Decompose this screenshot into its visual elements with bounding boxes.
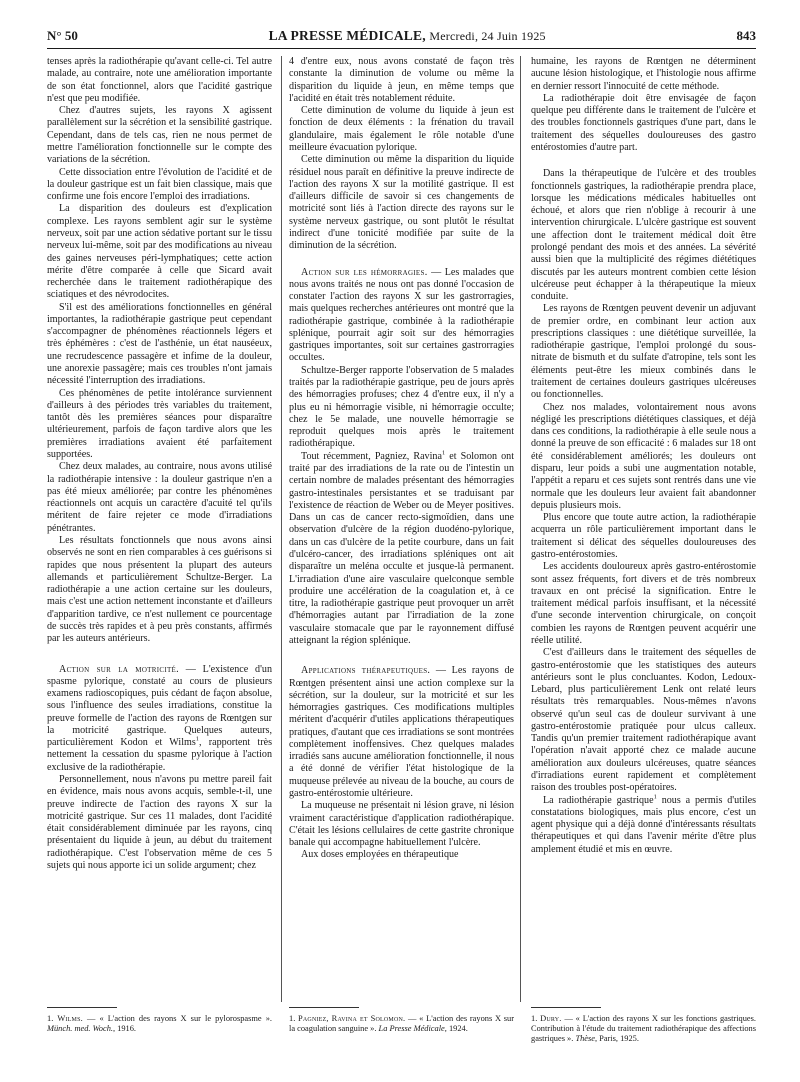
- paragraph: La muqueuse ne présentait ni lésion grave, ni lésion vraiment caractéristique d'application radiothérapique. C'était les lésions cellulaires de cette gastrite chronique banale qui accompagne habituellement l'ulcère.: [289, 800, 514, 849]
- paragraph: La disparition des douleurs est d'explication complexe. Les rayons semblent agir sur le système nerveux, soit par une action sédative portant sur le tissu nerveux lui-même, soit par des modifications au niveau des gaines nerveuses péri-lymphatiques; cette action mérite d'être comparée à celle que Sicard avait recherchée dans le traitement radiothérapique des sciatiques et des névrodocites.: [47, 203, 272, 301]
- footnote-number: 1.: [531, 1014, 538, 1023]
- journal-name: LA PRESSE MÉDICALE,: [268, 28, 426, 43]
- section-heading-applications: Applications thérapeutiques.: [301, 665, 431, 677]
- footnote-col2: [289, 1007, 514, 1034]
- footnote-text: — « L'action des rayons X sur les fonctions gastriques. Contribution à l'étude du traitement radiothérapique des affections gastriques ».: [531, 1014, 756, 1043]
- paragraph: Cette dissociation entre l'évolution de l'acidité et de la douleur gastrique est un fait bien classique, mais que confirme une fois encore l'emploi des irradiations.: [47, 166, 272, 203]
- paragraph: C'est d'ailleurs dans le traitement des séquelles de gastro-entérostomie que les statistiques des auteurs antérieurs sont le plus concluantes. Kodon, Ledoux-Lebard, plus particulièrement Lenk ont relaté leurs résultats très remarquables. Nous-mêmes n'avons observé qu'un seul cas de douleur survivant à une gastro-entérostomie pratiquée pour ulcus calleux. Tandis qu'un premier traitement radiothérapique avant l'opération n'avait apporté chez ce malade aucune amélioration aux douleurs ulcéreuses, quatre séances d'irradiations eurent rapidement et complètement raison des troubles post-opératoires.: [531, 647, 756, 794]
- issue-number: N° 50: [47, 28, 78, 43]
- footnote-rule: [531, 1007, 601, 1008]
- section-gap: [289, 253, 514, 267]
- section-heading-motricite: Action sur la motricité.: [59, 663, 179, 675]
- section-gap: [531, 154, 756, 168]
- paragraph: [531, 795, 756, 856]
- footnote-number: 1.: [47, 1014, 54, 1023]
- paragraph: Schultze-Berger rapporte l'observation de 5 malades traités par la radiothérapie gastrique, peu de jours après des hémorragies profuses; chez 4 d'entre eux, il n'y a plus eu ni hémorragie visible, ni hémorragie occulte; chez le 5e malade, une nouvelle hémorragie se reproduit quelques mois après le traitement radiothérapique.: [289, 364, 514, 450]
- paragraph: Chez nos malades, volontairement nous avons négligé les prescriptions diététiques classiques, et déjà dans ces conditions, la radiothérapie à elle seule nous a donné la preuve de son efficacité : 6 malades sur 18 ont été considérablement améliorés; les douleurs ont disparu, leur poids a subi une augmentation notable, l'appétit a reparu et ces sujets sont rentrés dans une vie normale que les douleurs leur avaient fait abandonner depuis plusieurs mois.: [531, 401, 756, 511]
- footnote-author: Dury.: [540, 1014, 562, 1023]
- section-lead-text: — L'existence d'un spasme pylorique, constaté au cours de plusieurs examens radioscopiques, puis cédant de façon absolue, sous l'influence des seules irradiations, constitue la preuve formelle de l'action des rayons de Rœntgen sur la motricité gastrique. Quelques auteurs, particulièrement Kodon et Wilms: [47, 663, 272, 749]
- paragraph: Cette diminution de volume du liquide à jeun est fonction de deux éléments : la frénation du travail glandulaire, mais également le rôle notable d'une meilleure évacuation pylorique.: [289, 105, 514, 153]
- running-header: [47, 28, 756, 44]
- section-applications: [289, 665, 514, 800]
- section-heading-hemorragies: Action sur les hémorragies.: [301, 266, 428, 278]
- journal-title: [269, 28, 546, 44]
- issue-date: Mercredi, 24 Juin 1925: [429, 29, 546, 43]
- footnote-source: La Presse Médicale: [378, 1024, 445, 1033]
- article-columns: [47, 56, 756, 1056]
- column-3: [531, 56, 756, 1056]
- paragraph: La radiothérapie doit être envisagée de façon quelque peu différente dans le traitement de l'ulcère et des troubles fonctionnels gastriques d'une part, dans le traitement des séquelles douloureuses des gastro entérostomies d'autre part.: [531, 92, 756, 153]
- column-1: [47, 56, 272, 1056]
- paragraph: 4 d'entre eux, nous avons constaté de façon très constante la diminution de volume ou même la disparition du liquide à jeun, en même temps que l'acidité en était très notablement réduite.: [289, 56, 514, 104]
- paragraph: tenses après la radiothérapie qu'avant celle-ci. Tel autre malade, au contraire, note une amélioration importante de son état fonctionnel, alors que l'acidité gastrique n'est que peu modifiée.: [47, 56, 272, 104]
- paragraph-text: nous a permis d'utiles constatations biologiques, mais plus encore, c'est un agent physique qui a déjà donné d'intéressants résultats thérapeutiques et qui dans l'avenir mérite d'être plus amplement étudié et mis en œuvre.: [531, 794, 756, 855]
- footnote-source: Thèse: [575, 1034, 595, 1043]
- paragraph: [289, 451, 514, 648]
- column-2: [289, 56, 514, 1056]
- footnote-ref: 1: [653, 793, 657, 801]
- footnote-ref: 1: [195, 735, 200, 743]
- footnote-year: , Paris, 1925.: [594, 1034, 639, 1043]
- paragraph: Chez d'autres sujets, les rayons X agissent parallèlement sur la sécrétion et la sensibilité gastrique. Cependant, dans de tels cas, rien ne nous permet de mettre l'amélioration fonctionnelle sur le compte des variations de la sécrétion.: [47, 105, 272, 166]
- section-lead-text: — Les rayons de Rœntgen présentent ainsi une action complexe sur la sécrétion, sur la douleur, sur la motricité et sur les hémorragies gastriques. Ces modifications multiples méritent d'acquérir d'utiles applications thérapeutiques pratiques, d'autant que ces irradiations se sont montrées complètement inoffensives. Chez quelques malades irradiés sans aucune amélioration fonctionnelle, il nous a été donné de vérifier l'état histologique de la muqueuse prélevée au niveau de la bouche, au cours de gastro-entérostomie ultérieure.: [289, 665, 514, 800]
- section-hemorragies: [289, 267, 514, 365]
- footnote-author: Wilms.: [57, 1014, 83, 1023]
- paragraph: Personnellement, nous n'avons pu mettre pareil fait en évidence, mais nous avons acquis, semble-t-il, une preuve indirecte de l'action des rayons X sur la motricité gastrique. Sur ces 11 malades, dont l'acidité était considérablement diminuée par les rayons, cinq présentaient du liquide à jeun, au début du traitement radiothérapique. C'est l'observation même de ces 5 sujets qui nous apporte ici un solide argument; chez: [47, 774, 272, 871]
- footnote-ref: 1: [441, 449, 446, 457]
- paragraph-text: et Solomon ont traité par des irradiations de la rate ou de l'intestin un certain nombre de malades présentant des hémorragies gastro-intestinales persistantes et se traduisant par l'existence de réaction de Weber ou de Meyer positives. Dans un cas de cancer recto-sigmoïdien, dans une observation d'ulcère de la région duodéno-pylorique, dans un cas d'ulcère de la petite courbure, dans un fait d'ulcéro-cancer, des irradiations spléniques ont ait disparaître un meléna occulte et jusque-là permanent. L'irradiation d'une aire vasculaire quelconque semble produire une accélération de la coagulation et, à ce titre, la radiothérapie gastrique peut provoquer un arrêt d'hémorragies autant par l'irradiation de la zone vasculaire stomacale que par le rayonnement diffusé atteignant la région splénique.: [289, 450, 514, 646]
- footnote-text: — « L'action des rayons X sur le pylorospasme ».: [82, 1014, 273, 1023]
- footnote-rule: [47, 1007, 117, 1008]
- paragraph: Les rayons de Rœntgen peuvent devenir un adjuvant de premier ordre, en combinant leur action aux prescriptions classiques : une diététique surveillée, la radiothérapie gastrique, l'emploi prolongé du sous-nitrate de bismuth et du sulfate d'atropine, tels sont les éléments peut-être les mieux combinés dans le traitement de certaines douleurs gastriques ulcéreuses ou fonctionnelles.: [531, 303, 756, 401]
- footnote-author: Pagniez, Ravina et Solomon.: [298, 1014, 406, 1023]
- paragraph: Chez deux malades, au contraire, nous avons utilisé la radiothérapie intensive : la douleur gastrique n'en a pas été mieux améliorée; par contre les phénomènes réactionnels ont acquis un caractère d'acuité tel qu'ils méritent de faire rejeter ce mode d'irradiations pénétrantes.: [47, 461, 272, 534]
- paragraph: S'il est des améliorations fonctionnelles en général importantes, la radiothérapie gastrique peut cependant s'accompagner de phénomènes réactionnels légers et très éphémères : c'est de l'asthénie, un état nauséeux, une recrudescence passagère et infime de la douleur, une anorexie passagère; mais ces troubles n'ont jamais nécessité l'interruption des irradiations.: [47, 301, 272, 387]
- paragraph-text: La radiothérapie gastrique: [543, 794, 654, 806]
- paragraph: Les accidents douloureux après gastro-entérostomie sont assez fréquents, fort divers et de très nombreux travaux en ont précisé la signification. Entre le traitement médical parfois insuffisant, et la nécessité d'une seconde intervention chirurgicale, on conçoit combien les rayons de Rœntgen peuvent acquérir une réelle utilité.: [531, 561, 756, 646]
- paragraph: Aux doses employées en thérapeutique: [301, 849, 459, 861]
- header-rule: [47, 48, 756, 49]
- section-motricite: [47, 664, 272, 775]
- footnote-number: 1.: [289, 1014, 296, 1023]
- footnote-year: , 1924.: [444, 1024, 468, 1033]
- section-gap: [289, 647, 514, 665]
- footnote-year: , 1916.: [112, 1024, 137, 1033]
- footnote-rule: [289, 1007, 359, 1008]
- paragraph-text: Tout récemment, Pagniez, Ravina: [301, 450, 442, 462]
- section-lead-text: — Les malades que nous avons traités ne nous ont pas donné l'occasion de constater l'action des rayons X sur les gastrorragies, mais quelques recherches antérieures ont montré que la radiothérapie gastrique, combinée à la radiothérapie splénique, pourrait agir soit sur des hémorragies gastriques importantes, soit sur certaines gastrorragies occultes.: [289, 266, 514, 364]
- paragraph: Cette diminution ou même la disparition du liquide résiduel nous paraît en définitive la preuve indirecte de l'action des rayons X sur la motilité gastrique. Il est d'ailleurs difficile de savoir si ces changements de motricité sont liés à l'action directe des rayons sur le système nerveux gastrique, ou sont plutôt le résultat indirect d'une tonicité modifiée par suite de la diminution de la sécrétion.: [289, 154, 514, 252]
- section-lead-tail: , rapportent très nettement la cessation du spasme pylorique à l'action exclusive de la radiothérapie.: [47, 737, 273, 773]
- section-gap: [47, 646, 272, 664]
- footnote-source: Münch. med. Woch.: [47, 1024, 113, 1033]
- paragraph: humaine, les rayons de Rœntgen ne déterminent aucune lésion histologique, et l'histologie nous affirme en dernier ressort l'innocuité de cette méthode.: [531, 56, 756, 92]
- paragraph: Ces phénomènes de petite intolérance surviennent d'ailleurs à des périodes très variables du traitement, tantôt dès les premières séances pour disparaître ultérieurement, parfois de façon tardive alors que les premières irradiations avaient été parfaitement supportées.: [47, 387, 272, 460]
- paragraph: Plus encore que toute autre action, la radiothérapie acquerra un rôle particulièrement important dans le traitement si délicat des séquelles douloureuses des gastro-entérostomies.: [531, 512, 756, 560]
- footnote-col1: [47, 1007, 272, 1034]
- paragraph: Dans la thérapeutique de l'ulcère et des troubles fonctionnels gastriques, la radiothérapie prendra place, lorsque les médications médicales habituelles ont échoué, et alors que rien n'oblige à recourir à une intervention chirurgicale. L'ulcère gastrique est souvent une affection dont le traitement médical doit être prolongé pendant des mois et des années. La sévérité aussi bien que la multiplicité des régimes diététiques discutés par les auteurs montrent combien cette lésion ulcéreuse peut échapper à la thérapeutique la mieux conduite.: [531, 168, 756, 303]
- paragraph: Les résultats fonctionnels que nous avons ainsi observés ne sont en rien comparables à ces guérisons si rapides que nous présentent la plupart des auteurs allemands et particulièrement Schultze-Berger. La radiothérapie a une action certaine sur les douleurs, mais c'est une action nettement inconstante et d'ailleurs d'apparition tardive, ce n'est nullement ce pourcentage de succès très rapides et à peu près constants, affirmés par les auteurs antérieurs.: [47, 534, 272, 645]
- page-number: 843: [736, 28, 756, 43]
- footnote-col3: [531, 1007, 756, 1044]
- footnote-text: — « L'action des rayons X sur la coagulation sanguine ».: [289, 1014, 514, 1033]
